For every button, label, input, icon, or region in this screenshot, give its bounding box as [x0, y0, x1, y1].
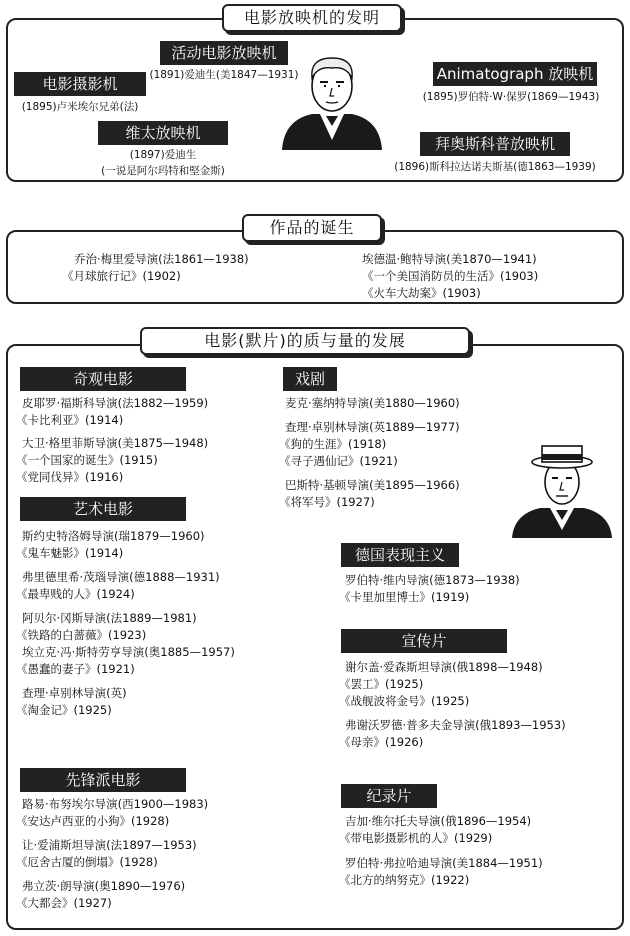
tag-documentary: 纪录片 — [341, 784, 437, 808]
drama-line: 《狗的生涯》(1918) — [279, 437, 387, 451]
documentary-line: 《带电影摄影机的人》(1929) — [339, 831, 493, 845]
propaganda-line: 弗谢沃罗德·普多夫金导演(俄1893—1953) — [345, 718, 566, 732]
art-line: 《淘金记》(1925) — [16, 703, 112, 717]
art-line: 《愚蠢的妻子》(1921) — [16, 662, 135, 676]
section-title-works: 作品的诞生 — [242, 214, 382, 242]
art-line: 弗里德里希·茂瑙导演(德1888—1931) — [22, 570, 220, 584]
detail-kinetoscope: (1891)爱迪生(美1847—1931) — [149, 69, 299, 81]
art-line: 埃立克·冯·斯特劳亨导演(奥1885—1957) — [22, 645, 235, 659]
art-line: 查理·卓别林导演(英) — [22, 686, 127, 700]
spectacle-line: 《党同伐异》(1916) — [16, 470, 124, 484]
spectacle-line: 大卫·格里菲斯导演(美1875—1948) — [22, 436, 209, 450]
avantgarde-line: 弗立茨·朗导演(奥1890—1976) — [22, 879, 186, 893]
melies-film: 《月球旅行记》(1902) — [62, 269, 181, 283]
drama-line: 《寻子遇仙记》(1921) — [279, 454, 398, 468]
documentary-line: 《北方的纳努克》(1922) — [339, 873, 470, 887]
avantgarde-line: 路易·布努埃尔导演(西1900—1983) — [22, 797, 209, 811]
section-title-development: 电影(默片)的质与量的发展 — [140, 327, 470, 355]
note-vitascope: (一说是阿尔玛特和堅金斯) — [101, 165, 225, 177]
tag-kinetoscope: 活动电影放映机 — [160, 41, 288, 65]
melies-director: 乔治·梅里爱导演(法1861—1938) — [74, 252, 249, 266]
porter-director: 埃德温·鲍特导演(美1870—1941) — [362, 252, 537, 266]
spectacle-line: 《卡比利亚》(1914) — [16, 413, 124, 427]
keaton-portrait-illustration — [510, 438, 614, 538]
porter-film-2: 《火车大劫案》(1903) — [362, 286, 481, 300]
tag-drama: 戏剧 — [283, 367, 337, 391]
propaganda-line: 《战舰波将金号》(1925) — [339, 694, 470, 708]
tag-spectacle-film: 奇观电影 — [20, 367, 186, 391]
avantgarde-line: 让·爱浦斯坦导演(法1897—1953) — [22, 838, 197, 852]
expressionism-line: 罗伯特·维内导演(德1873—1938) — [345, 573, 520, 587]
avantgarde-line: 《厄舍古厦的倒塌》(1928) — [16, 855, 158, 869]
art-line: 《最卑贱的人》(1924) — [16, 587, 135, 601]
drama-line: 查理·卓别林导演(英1889—1977) — [285, 420, 460, 434]
propaganda-line: 《罢工》(1925) — [339, 677, 424, 691]
propaganda-line: 《母亲》(1926) — [339, 735, 424, 749]
art-line: 阿贝尔·冈斯导演(法1889—1981) — [22, 611, 197, 625]
art-line: 《铁路的白蔷薇》(1923) — [16, 628, 147, 642]
drama-line: 巴斯特·基顿导演(美1895—1966) — [285, 478, 460, 492]
spectacle-line: 皮耶罗·福斯科导演(法1882—1959) — [22, 396, 209, 410]
avantgarde-line: 《安达卢西亚的小狗》(1928) — [16, 814, 170, 828]
avantgarde-line: 《大都会》(1927) — [16, 896, 112, 910]
edison-portrait-illustration — [276, 50, 388, 150]
tag-art-film: 艺术电影 — [20, 497, 186, 521]
documentary-line: 罗伯特·弗拉哈迪导演(美1884—1951) — [345, 856, 543, 870]
drama-line: 麦克·塞纳特导演(美1880—1960) — [285, 396, 460, 410]
detail-cinematographe: (1895)卢米埃尔兄弟(法) — [21, 101, 139, 113]
detail-vitascope: (1897)爱迪生 — [129, 149, 197, 161]
documentary-line: 吉加·维尔托夫导演(俄1896—1954) — [345, 814, 532, 828]
tag-german-expressionism: 德国表现主义 — [341, 543, 459, 567]
spectacle-line: 《一个国家的诞生》(1915) — [16, 453, 158, 467]
art-line: 《鬼车魅影》(1914) — [16, 546, 124, 560]
tag-cinematographe: 电影摄影机 — [14, 72, 146, 96]
tag-bioskop: 拜奥斯科普放映机 — [420, 132, 570, 156]
art-line: 斯约史特洛姆导演(瑞1879—1960) — [22, 529, 205, 543]
drama-line: 《将军号》(1927) — [279, 495, 375, 509]
expressionism-line: 《卡里加里博士》(1919) — [339, 590, 470, 604]
tag-vitascope: 维太放映机 — [98, 121, 228, 145]
detail-bioskop: (1896)斯科拉达诺夫斯基(德1863—1939) — [394, 161, 596, 173]
detail-animatograph: (1895)罗伯特·W·保罗(1869—1943) — [422, 91, 600, 103]
propaganda-line: 谢尔盖·爱森斯坦导演(俄1898—1948) — [345, 660, 543, 674]
tag-avantgarde-film: 先锋派电影 — [20, 768, 186, 792]
porter-film-1: 《一个美国消防员的生活》(1903) — [362, 269, 539, 283]
section-title-inventions: 电影放映机的发明 — [222, 4, 402, 32]
tag-animatograph: Animatograph 放映机 — [433, 62, 597, 86]
tag-propaganda-film: 宣传片 — [341, 629, 507, 653]
